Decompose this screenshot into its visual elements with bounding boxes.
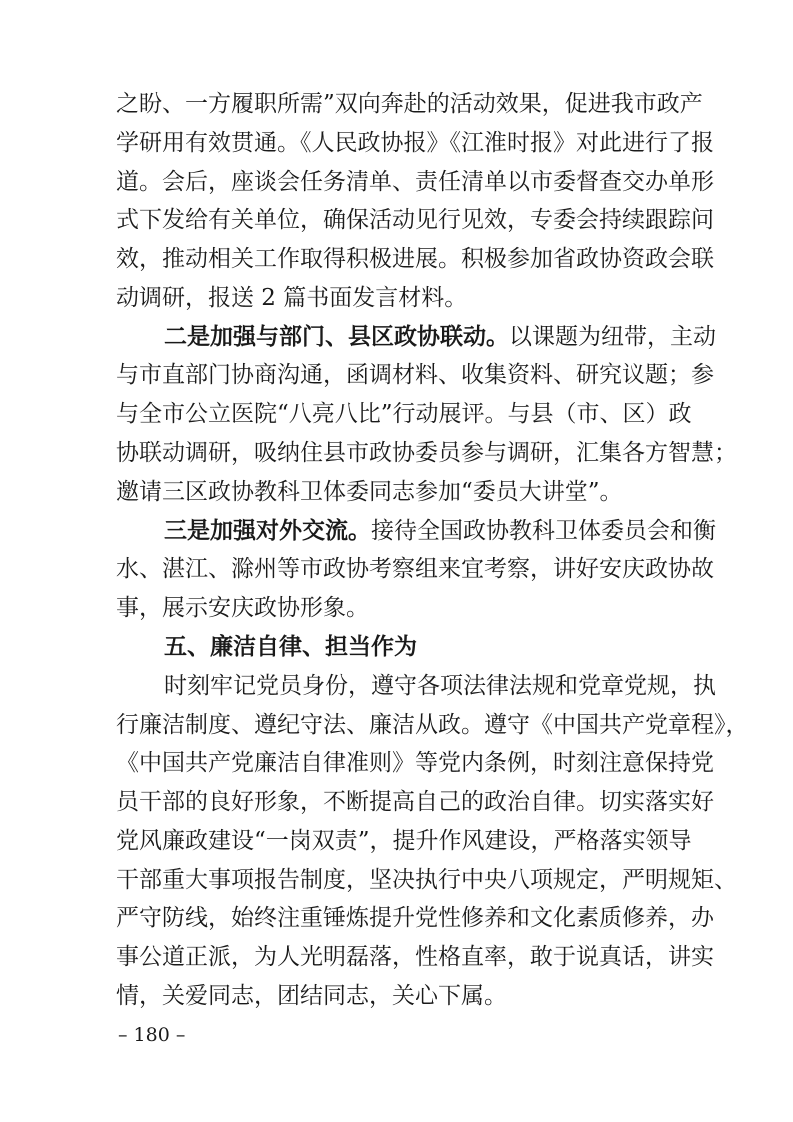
- section-heading: 五、廉洁自律、担当作为: [164, 634, 417, 660]
- paragraph-2-line-3: 与全市公立医院“八亮八比”行动展评。与县（市、区）政: [116, 401, 692, 427]
- page-number: – 180 –: [118, 1024, 186, 1046]
- paragraph-2-line-1: [164, 317, 716, 357]
- paragraph-1-line-4: 式下发给有关单位，确保活动见行见效，专委会持续跟踪问: [116, 207, 714, 233]
- paragraph-4-line-8: 事公道正派，为人光明磊落，性格直率，敢于说真话，讲实: [116, 944, 714, 970]
- paragraph-2-lead: 二是加强与部门、县区政协联动。: [164, 323, 509, 350]
- paragraph-4-line-2: 行廉洁制度、遵纪守法、廉洁从政。遵守《中国共产党章程》，: [116, 712, 749, 738]
- paragraph-4-line-5: 党风廉政建设“一岗双责”，提升作风建设，严格落实领导: [116, 828, 692, 854]
- paragraph-3-line-3: 事，展示安庆政协形象。: [116, 595, 369, 621]
- paragraph-4-line-4: 员干部的良好形象，不断提高自己的政治自律。切实落实好: [116, 789, 714, 815]
- paragraph-2-line-4: 协联动调研，吸纳住县市政协委员参与调研，汇集各方智慧；: [116, 440, 737, 466]
- paragraph-3-line-2: 水、湛江、滁州等市政协考察组来宜考察，讲好安庆政协故: [116, 556, 714, 582]
- paragraph-1-line-5: 效，推动相关工作取得积极进展。积极参加省政协资政会联: [116, 246, 714, 272]
- paragraph-4-line-9: 情，关爱同志，团结同志，关心下属。: [116, 983, 507, 1009]
- paragraph-3-line-1: [164, 511, 716, 551]
- paragraph-3-first-rest: 接待全国政协教科卫体委员会和衡: [371, 518, 716, 544]
- paragraph-4-line-7: 严守防线，始终注重锤炼提升党性修养和文化素质修养，办: [116, 905, 714, 931]
- paragraph-3-lead: 三是加强对外交流。: [164, 517, 371, 544]
- paragraph-4-line-3: 《中国共产党廉洁自律准则》等党内条例，时刻注意保持党: [116, 750, 714, 776]
- paragraph-1-line-3: 道。会后，座谈会任务清单、责任清单以市委督查交办单形: [116, 169, 714, 195]
- paragraph-1-line-6: 动调研，报送 2 篇书面发言材料。: [116, 285, 468, 311]
- paragraph-2-first-rest: 以课题为纽带，主动: [509, 324, 716, 350]
- paragraph-1-line-1: 之盼、一方履职所需”双向奔赴的活动效果，促进我市政产: [116, 91, 703, 117]
- paragraph-4-line-6: 干部重大事项报告制度，坚决执行中央八项规定，严明规矩、: [116, 867, 737, 893]
- paragraph-1-line-2: 学研用有效贯通。《人民政协报》《江淮时报》对此进行了报: [116, 130, 714, 156]
- paragraph-4-line-1: 时刻牢记党员身份，遵守各项法律法规和党章党规，执: [164, 673, 716, 699]
- paragraph-2-line-5: 邀请三区政协教科卫体委同志参加“委员大讲堂”。: [116, 479, 623, 505]
- paragraph-2-line-2: 与市直部门协商沟通，函调材料、收集资料、研究议题；参: [116, 362, 714, 388]
